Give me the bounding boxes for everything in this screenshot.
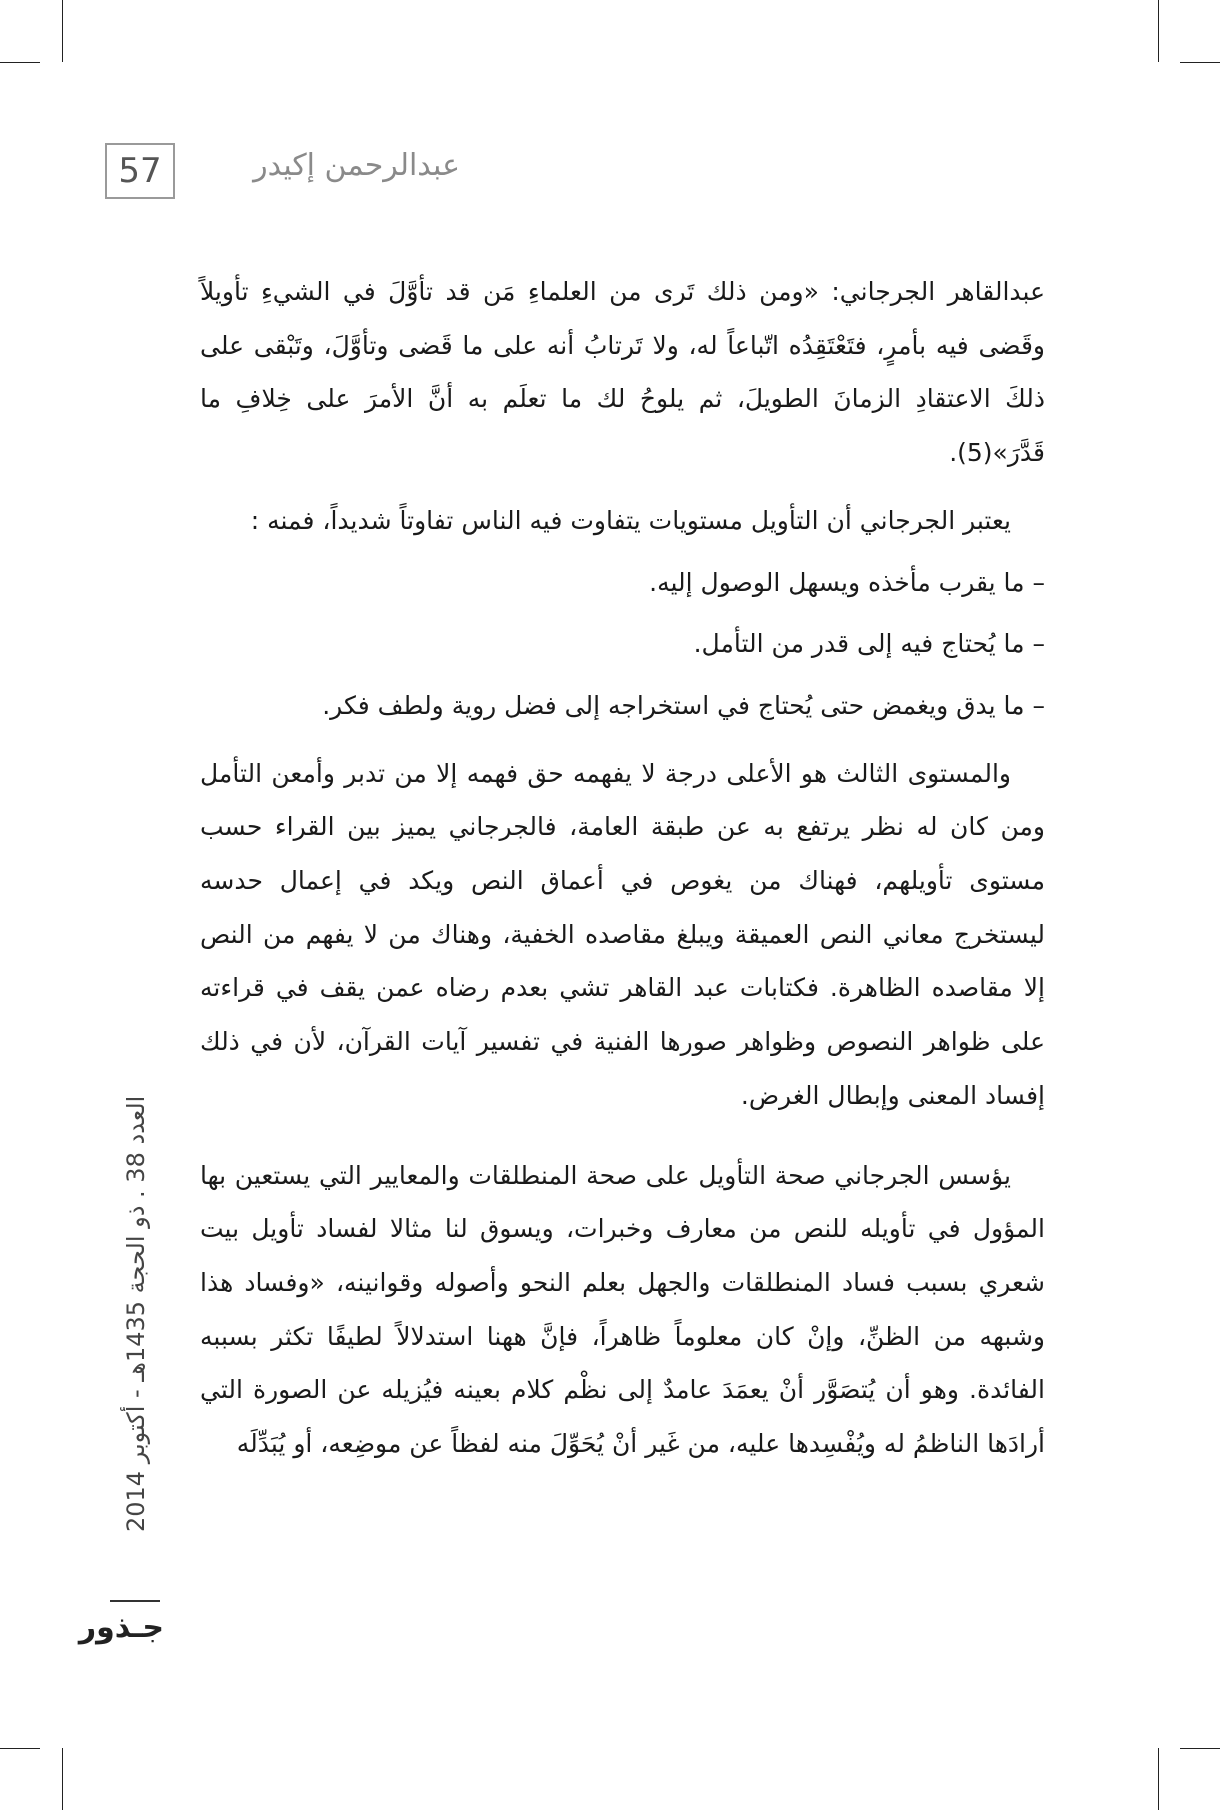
- paragraph: والمستوى الثالث هو الأعلى درجة لا يفهمه حق فهمه إلا من تدبر وأمعن التأمل ومن كان له نظر يرتفع به عن طبقة العامة، فالجرجاني يميز بين القراء حسب مستوى تأويلهم، فهناك من يغوص في أعماق النص ويكد في إعمال حدسه ليستخرج معاني النص العميقة ويبلغ مقاصده الخفية، وهناك من لا يفهم من النص إلا مقاصده الظاهرة. فكتابات عبد القاهر تشي بعدم رضاه عمن يقف في قراءته على ظواهر النصوص وظواهر صورها الفنية في تفسير آيات القرآن، لأن في ذلك إفساد المعنى وإبطال الغرض.: [200, 758, 1045, 1110]
- page-number: 57: [105, 143, 175, 199]
- paragraph: يعتبر الجرجاني أن التأويل مستويات يتفاوت فيه الناس تفاوتاً شديداً، فمنه :: [250, 505, 1011, 535]
- crop-mark: [1180, 1748, 1220, 1749]
- crop-mark: [62, 1748, 63, 1810]
- list-item: – ما يُحتاج فيه إلى قدر من التأمل.: [693, 629, 1045, 659]
- crop-mark: [62, 0, 63, 62]
- running-header-author: عبدالرحمن إكيدر: [253, 148, 460, 183]
- paragraph: عبدالقاهر الجرجاني: «ومن ذلك تَرى من العلماءِ مَن قد تأوَّلَ في الشيءِ تأويلاً وقَضى فيه بأمرٍ، فتَعْتَقِدُه اتّباعاً له، ولا تَرتابُ أنه على ما قَضى وتأوَّلَ، وتَبْقى على ذلكَ الاعتقادِ الزمانَ الطويلَ، ثم يلوحُ لك ما تعلَم به أنَّ الأمرَ على خِلافِ ما قَدَّرَ»(5).: [200, 277, 1045, 468]
- list-item: – ما يدق ويغمض حتى يُحتاج في استخراجه إلى فضل روية ولطف فكر.: [322, 690, 1045, 720]
- list-item: – ما يقرب مأخذه ويسهل الوصول إليه.: [649, 567, 1045, 597]
- journal-logo: جـذور: [78, 1610, 164, 1645]
- crop-mark: [1158, 0, 1159, 62]
- crop-mark: [0, 1748, 40, 1749]
- paragraph: يؤسس الجرجاني صحة التأويل على صحة المنطلقات والمعايير التي يستعين بها المؤول في تأويله للنص من معارف وخبرات، ويسوق لنا مثالا لفساد تأويل بيت شعري بسبب فساد المنطلقات والجهل بعلم النحو وأصوله وقوانينه، «وفساد هذا وشبهه من الظنِّ، وإنْ كان معلوماً ظاهراً، فإنَّ ههنا استدلالاً لطيفًا تكثر بسببه الفائدة. وهو أن يُتصَوَّر أنْ يعمَدَ عامدٌ إلى نظْم كلام بعينه فيُزيله عن الصورة التي أرادَها الناظمُ له ويُفْسِدها عليه، من غَير أنْ يُحَوِّلَ منه لفظاً عن موضِعه، أو يُبَدِّلَه: [200, 1160, 1045, 1459]
- crop-mark: [1158, 1748, 1159, 1810]
- crop-mark: [1180, 62, 1220, 63]
- crop-mark: [0, 62, 40, 63]
- logo-divider: [110, 1600, 160, 1602]
- article-body: [200, 265, 1045, 1471]
- issue-caption: العدد 38 . ذو الحجة 1435هـ - أكتوبر 2014: [122, 1095, 150, 1532]
